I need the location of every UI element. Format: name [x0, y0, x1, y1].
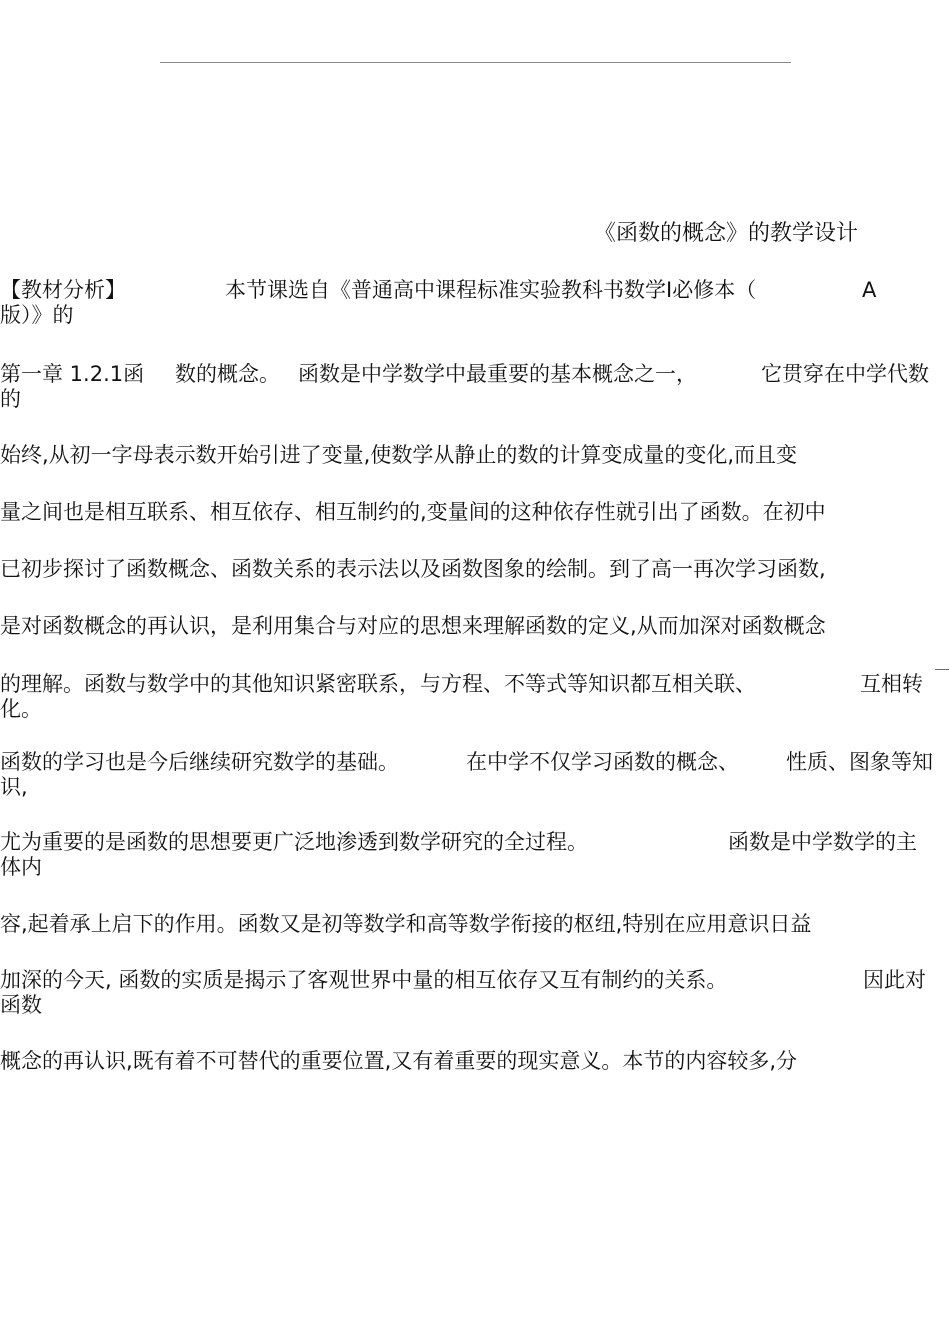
line-9-wrap: 体内 — [0, 855, 42, 879]
line-11-wrap: 函数 — [0, 993, 42, 1017]
line-2-part-3: 函数是中学数学中最重要的基本概念之一， — [298, 362, 697, 386]
paragraph-line-7 — [0, 671, 950, 723]
line-9-part-1: 尤为重要的是函数的思想要更广泛地渗透到数学研究的全过程。 — [0, 830, 588, 854]
line-7-part-1: 的理解。函数与数学中的其他知识紧密联系，与方程、不等式等知识都互相关联、 — [0, 672, 756, 696]
line-2-part-1: 第一章 1.2.1函 — [0, 362, 145, 386]
paragraph-line-5: 已初步探讨了函数概念、函数关系的表示法以及函数图象的绘制。到了高一再次学习函数, — [0, 557, 826, 581]
header-rule — [160, 62, 791, 63]
paragraph-line-2 — [0, 361, 950, 413]
paragraph-line-8 — [0, 749, 950, 801]
line-1-text: 本节课选自《普通高中课程标准实验教科书数学I必修本（ — [225, 278, 757, 302]
document-title: 《函数的概念》的教学设计 — [594, 221, 859, 246]
line-8-wrap: 识, — [0, 775, 28, 799]
line-7-wrap: 化。 — [0, 697, 42, 721]
line-2-part-2: 数的概念。 — [175, 362, 280, 386]
paragraph-line-1 — [0, 277, 950, 329]
line-9-part-2: 函数是中学数学的主 — [728, 830, 917, 854]
paragraph-line-11 — [0, 967, 950, 1019]
margin-mark — [935, 669, 949, 670]
paragraph-line-4: 量之间也是相互联系、相互依存、相互制约的,变量间的这种依存性就引出了函数。在初中 — [0, 500, 826, 524]
line-7-part-2: 互相转 — [860, 672, 923, 696]
line-11-part-2: 因此对 — [863, 968, 926, 992]
paragraph-line-10: 容,起着承上启下的作用。函数又是初等数学和高等数学衔接的枢纽,特别在应用意识日益 — [0, 912, 812, 936]
line-11-part-1: 加深的今天, 函数的实质是揭示了客观世界中量的相互依存又互有制约的关系。 — [0, 968, 728, 992]
line-8-part-3: 性质、图象等知 — [786, 750, 933, 774]
line-1-wrap: 版）》的 — [0, 303, 74, 327]
line-1-edition-letter: A — [862, 278, 877, 302]
line-8-part-1: 函数的学习也是今后继续研究数学的基础。 — [0, 750, 399, 774]
paragraph-line-12: 概念的再认识,既有着不可替代的重要位置,又有着重要的现实意义。本节的内容较多,分 — [0, 1049, 798, 1073]
paragraph-line-6: 是对函数概念的再认识，是利用集合与对应的思想来理解函数的定义,从而加深对函数概念 — [0, 614, 826, 638]
line-8-part-2: 在中学不仅学习函数的概念、 — [466, 750, 739, 774]
paragraph-line-3: 始终,从初一字母表示数开始引进了变量,使数学从静止的数的计算变成量的变化,而且变 — [0, 443, 798, 467]
line-2-part-4: 它贯穿在中学代数 — [761, 362, 929, 386]
section-label: 【教材分析】 — [0, 278, 126, 302]
line-2-wrap: 的 — [0, 387, 21, 411]
paragraph-line-9 — [0, 829, 950, 881]
